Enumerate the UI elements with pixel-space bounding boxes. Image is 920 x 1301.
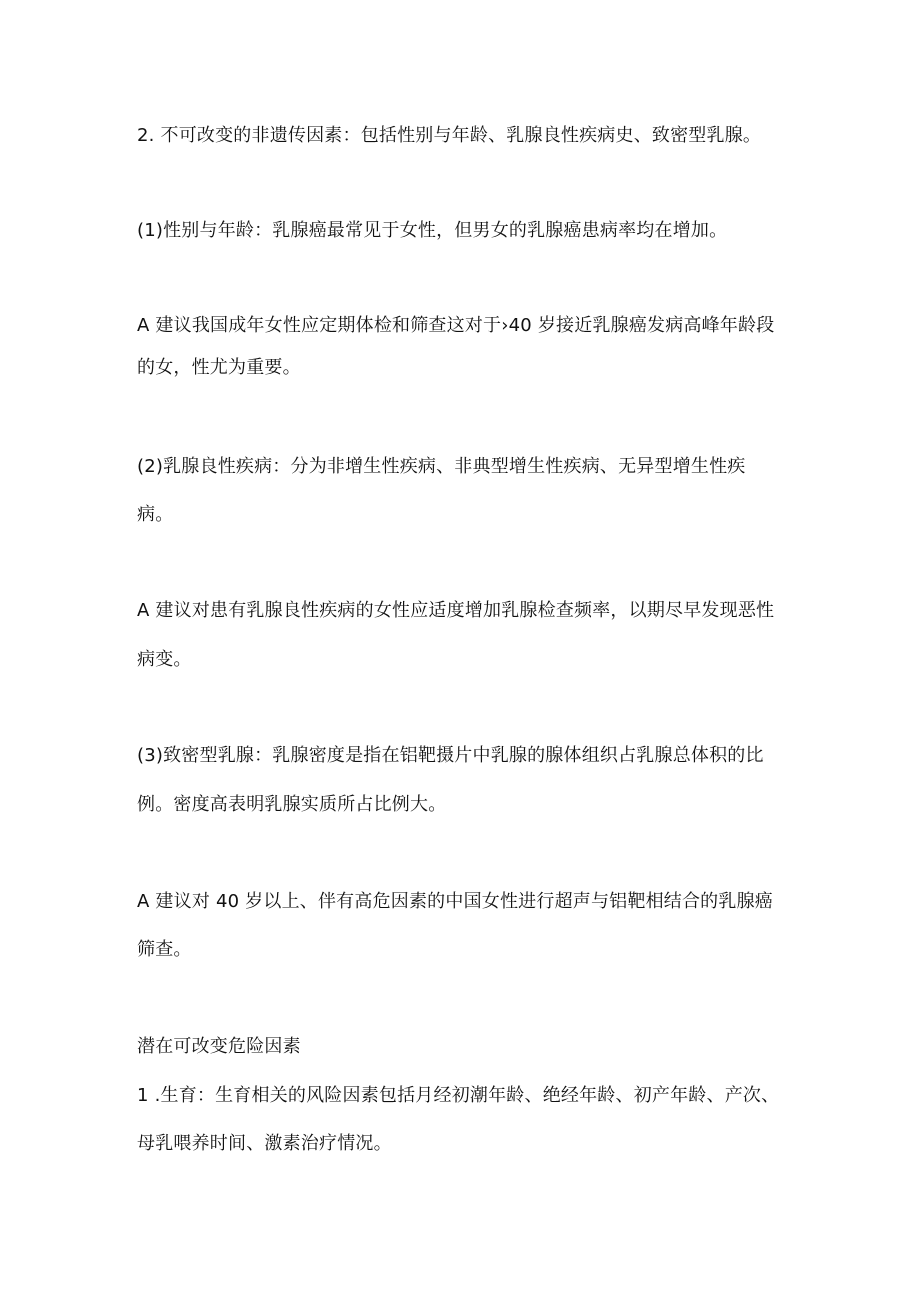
recommendation-line-1: A 建议我国成年女性应定期体检和筛查这对于›40 岁接近乳腺癌发病高峰年龄段	[137, 315, 775, 336]
recommendation-screening-line-2: 筛查。	[137, 939, 192, 960]
paragraph-reproduction-line-2: 母乳喂养时间、激素治疗情况。	[137, 1133, 392, 1154]
recommendation-benign-line-1: A 建议对患有乳腺良性疾病的女性应适度增加乳腺检查频率，以期尽早发现恶性	[137, 600, 775, 621]
paragraph-gender-age: (1)性别与年龄：乳腺癌最常见于女性，但男女的乳腺癌患病率均在增加。	[137, 220, 728, 241]
recommendation-line-2: 的女，性尤为重要。	[137, 357, 301, 378]
section-heading-non-genetic-factors: 2. 不可改变的非遗传因素：包括性别与年龄、乳腺良性疾病史、致密型乳腺。	[137, 125, 762, 146]
paragraph-dense-breast-line-2: 例。密度高表明乳腺实质所占比例大。	[137, 794, 447, 815]
paragraph-reproduction-line-1: 1 .生育：生育相关的风险因素包括月经初潮年龄、绝经年龄、初产年龄、产次、	[137, 1085, 780, 1106]
recommendation-screening-line-1: A 建议对 40 岁以上、伴有高危因素的中国女性进行超声与铝靶相结合的乳腺癌	[137, 891, 773, 912]
recommendation-benign-line-2: 病变。	[137, 649, 192, 670]
section-heading-modifiable-factors: 潜在可改变危险因素	[137, 1036, 301, 1057]
paragraph-benign-disease-line-1: (2)乳腺良性疾病：分为非增生性疾病、非典型增生性疾病、无异型增生性疾	[137, 456, 746, 477]
paragraph-benign-disease-line-2: 病。	[137, 504, 174, 525]
paragraph-dense-breast-line-1: (3)致密型乳腺：乳腺密度是指在铝靶摄片中乳腺的腺体组织占乳腺总体积的比	[137, 745, 764, 766]
